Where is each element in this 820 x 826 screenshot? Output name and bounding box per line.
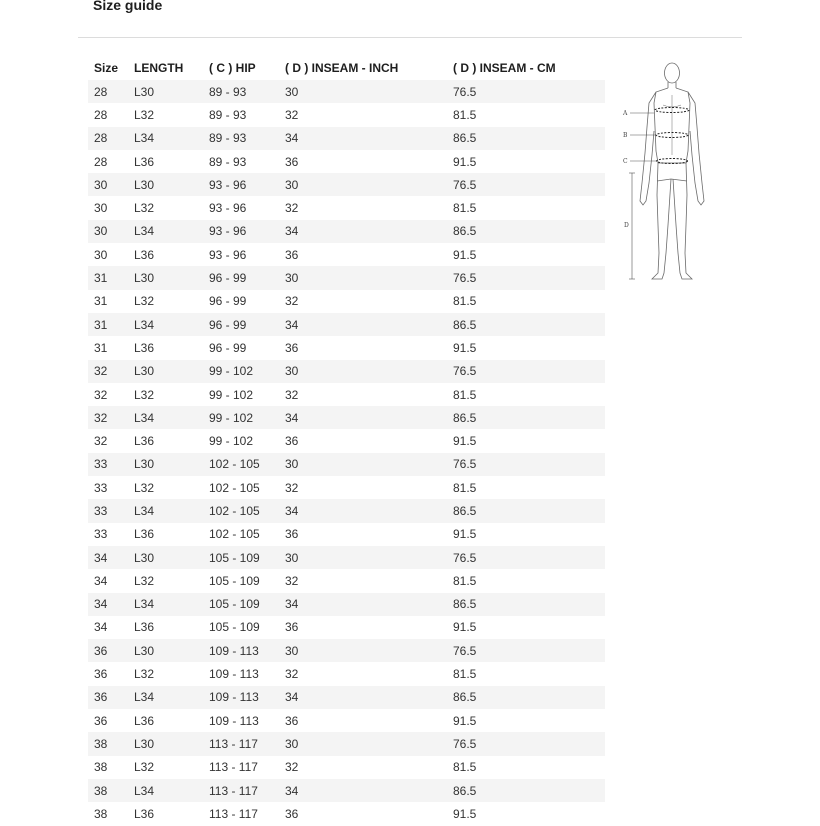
label-a: A xyxy=(623,110,628,117)
cell-inseam-cm: 76.5 xyxy=(447,80,605,103)
cell-size: 32 xyxy=(88,360,128,383)
cell-size: 33 xyxy=(94,527,108,542)
cell-hip: 99 - 102 xyxy=(209,387,254,402)
cell-hip: 113 - 117 xyxy=(203,779,279,802)
cell-inseam-cm: 91.5 xyxy=(453,527,477,542)
cell-inseam-cm: 76.5 xyxy=(447,732,605,755)
cell-length: L30 xyxy=(128,732,203,755)
cell-length: L36 xyxy=(134,806,155,821)
table-row xyxy=(88,802,605,825)
cell-inseam-inch: 36 xyxy=(285,806,299,821)
cell-hip: 109 - 113 xyxy=(209,713,259,728)
cell-inseam-cm: 91.5 xyxy=(453,247,477,262)
cell-inseam-inch: 32 xyxy=(285,480,299,495)
cell-length: L34 xyxy=(128,406,203,429)
table-row xyxy=(88,383,605,406)
header-inseam-inch: ( D ) INSEAM - INCH xyxy=(285,61,399,75)
cell-length: L34 xyxy=(128,593,203,616)
cell-hip: 102 - 105 xyxy=(209,480,260,495)
cell-inseam-cm: 91.5 xyxy=(453,154,477,169)
figure-head xyxy=(665,63,680,83)
cell-hip: 93 - 96 xyxy=(203,220,279,243)
cell-length: L32 xyxy=(134,480,155,495)
cell-size: 30 xyxy=(88,220,128,243)
cell-inseam-inch: 30 xyxy=(279,266,447,289)
cell-hip: 93 - 96 xyxy=(209,201,247,216)
cell-inseam-inch: 34 xyxy=(279,686,447,709)
cell-length: L30 xyxy=(128,546,203,569)
cell-inseam-cm: 76.5 xyxy=(447,453,605,476)
cell-size: 30 xyxy=(94,201,108,216)
cell-length: L34 xyxy=(128,686,203,709)
cell-inseam-inch: 30 xyxy=(279,173,447,196)
cell-hip: 93 - 96 xyxy=(203,173,279,196)
cell-size: 31 xyxy=(88,313,128,336)
cell-hip: 105 - 109 xyxy=(209,573,260,588)
cell-size: 38 xyxy=(94,760,108,775)
cell-hip: 89 - 93 xyxy=(209,154,247,169)
cell-length: L36 xyxy=(134,713,155,728)
table-row xyxy=(88,686,605,709)
cell-inseam-inch: 30 xyxy=(279,639,447,662)
cell-inseam-inch: 32 xyxy=(285,760,299,775)
cell-inseam-cm: 86.5 xyxy=(447,313,605,336)
cell-inseam-cm: 81.5 xyxy=(453,480,477,495)
cell-length: L34 xyxy=(128,313,203,336)
cell-length: L32 xyxy=(134,107,155,122)
table-row xyxy=(88,173,605,196)
cell-hip: 96 - 99 xyxy=(209,340,247,355)
cell-hip: 105 - 109 xyxy=(209,620,260,635)
cell-length: L30 xyxy=(128,453,203,476)
table-row xyxy=(88,662,605,685)
table-row xyxy=(88,732,605,755)
table-row xyxy=(88,290,605,313)
cell-inseam-inch: 30 xyxy=(279,546,447,569)
cell-inseam-inch: 36 xyxy=(285,247,299,262)
cell-size: 38 xyxy=(88,732,128,755)
figure-right-arm xyxy=(688,92,704,205)
table-body xyxy=(88,80,605,826)
cell-inseam-inch: 30 xyxy=(279,360,447,383)
cell-length: L30 xyxy=(128,173,203,196)
cell-length: L34 xyxy=(128,127,203,150)
cell-inseam-inch: 30 xyxy=(279,732,447,755)
table-row xyxy=(88,756,605,779)
page-title: Size guide xyxy=(93,0,163,13)
cell-inseam-cm: 81.5 xyxy=(453,294,477,309)
table-row xyxy=(88,406,605,429)
figure-left-arm xyxy=(640,92,656,205)
cell-inseam-cm: 91.5 xyxy=(453,620,477,635)
cell-inseam-inch: 32 xyxy=(285,667,299,682)
cell-hip: 99 - 102 xyxy=(203,360,279,383)
cell-length: L32 xyxy=(134,667,155,682)
cell-inseam-inch: 36 xyxy=(285,527,299,542)
table-row xyxy=(88,80,605,103)
header-size: Size xyxy=(94,61,119,75)
cell-size: 32 xyxy=(94,434,108,449)
cell-hip: 113 - 117 xyxy=(209,760,258,775)
header-inseam-cm: ( D ) INSEAM - CM xyxy=(453,61,556,75)
table-row xyxy=(88,243,605,266)
cell-inseam-inch: 30 xyxy=(279,453,447,476)
cell-length: L32 xyxy=(134,760,155,775)
cell-length: L34 xyxy=(128,220,203,243)
cell-inseam-cm: 91.5 xyxy=(453,340,477,355)
table-row xyxy=(88,220,605,243)
title-divider xyxy=(78,37,742,38)
cell-inseam-cm: 76.5 xyxy=(447,546,605,569)
cell-length: L36 xyxy=(134,434,155,449)
cell-inseam-inch: 34 xyxy=(279,593,447,616)
table-row xyxy=(88,616,605,639)
cell-size: 33 xyxy=(88,453,128,476)
cell-size: 38 xyxy=(88,779,128,802)
table-row xyxy=(88,476,605,499)
table-header-row xyxy=(88,56,605,80)
table-row xyxy=(88,523,605,546)
cell-size: 34 xyxy=(94,620,108,635)
cell-inseam-inch: 36 xyxy=(285,713,299,728)
table-row xyxy=(88,360,605,383)
cell-inseam-inch: 32 xyxy=(285,107,299,122)
cell-size: 32 xyxy=(88,406,128,429)
table-row xyxy=(88,499,605,522)
cell-inseam-cm: 76.5 xyxy=(447,173,605,196)
cell-hip: 105 - 109 xyxy=(203,593,279,616)
cell-hip: 109 - 113 xyxy=(203,686,279,709)
cell-hip: 99 - 102 xyxy=(209,434,254,449)
cell-size: 28 xyxy=(88,80,128,103)
table-row xyxy=(88,569,605,592)
cell-hip: 96 - 99 xyxy=(203,313,279,336)
cell-size: 31 xyxy=(94,340,108,355)
cell-size: 28 xyxy=(88,127,128,150)
cell-size: 31 xyxy=(88,266,128,289)
cell-inseam-inch: 30 xyxy=(279,80,447,103)
cell-hip: 93 - 96 xyxy=(209,247,247,262)
cell-hip: 89 - 93 xyxy=(203,80,279,103)
cell-inseam-cm: 81.5 xyxy=(453,107,477,122)
cell-length: L32 xyxy=(134,201,155,216)
cell-inseam-inch: 32 xyxy=(285,573,299,588)
label-b: B xyxy=(623,132,628,139)
cell-length: L36 xyxy=(134,620,155,635)
cell-hip: 113 - 117 xyxy=(203,732,279,755)
cell-size: 30 xyxy=(88,173,128,196)
figure-torso-detail xyxy=(663,95,681,155)
cell-hip: 113 - 117 xyxy=(209,806,258,821)
cell-size: 36 xyxy=(94,667,108,682)
cell-length: L30 xyxy=(128,360,203,383)
cell-inseam-cm: 86.5 xyxy=(447,127,605,150)
cell-size: 32 xyxy=(94,387,108,402)
table-row xyxy=(88,593,605,616)
cell-length: L36 xyxy=(134,247,155,262)
cell-inseam-inch: 34 xyxy=(279,406,447,429)
cell-size: 31 xyxy=(94,294,108,309)
cell-inseam-inch: 34 xyxy=(279,313,447,336)
table-row xyxy=(88,709,605,732)
cell-inseam-cm: 81.5 xyxy=(453,201,477,216)
cell-inseam-inch: 36 xyxy=(285,154,299,169)
table-row xyxy=(88,127,605,150)
cell-hip: 105 - 109 xyxy=(203,546,279,569)
cell-inseam-cm: 76.5 xyxy=(447,639,605,662)
cell-hip: 89 - 93 xyxy=(203,127,279,150)
cell-size: 34 xyxy=(88,593,128,616)
cell-inseam-cm: 86.5 xyxy=(447,406,605,429)
table-row xyxy=(88,196,605,219)
table-row xyxy=(88,639,605,662)
cell-size: 33 xyxy=(94,480,108,495)
cell-inseam-cm: 86.5 xyxy=(447,593,605,616)
cell-hip: 99 - 102 xyxy=(203,406,279,429)
cell-inseam-inch: 34 xyxy=(279,779,447,802)
cell-inseam-inch: 32 xyxy=(285,387,299,402)
cell-inseam-cm: 76.5 xyxy=(447,266,605,289)
cell-length: L32 xyxy=(134,573,155,588)
cell-inseam-cm: 86.5 xyxy=(447,220,605,243)
figure-shorts-hem xyxy=(657,179,687,181)
cell-inseam-cm: 81.5 xyxy=(453,387,477,402)
cell-hip: 96 - 99 xyxy=(209,294,247,309)
cell-hip: 102 - 105 xyxy=(203,453,279,476)
cell-size: 38 xyxy=(94,806,108,821)
cell-inseam-inch: 34 xyxy=(279,127,447,150)
table-row xyxy=(88,266,605,289)
cell-inseam-inch: 36 xyxy=(285,620,299,635)
cell-inseam-inch: 36 xyxy=(285,340,299,355)
cell-hip: 109 - 113 xyxy=(209,667,259,682)
cell-size: 36 xyxy=(94,713,108,728)
cell-inseam-inch: 36 xyxy=(285,434,299,449)
table-row xyxy=(88,336,605,359)
cell-size: 36 xyxy=(88,639,128,662)
table-row xyxy=(88,429,605,452)
cell-hip: 102 - 105 xyxy=(203,499,279,522)
cell-length: L32 xyxy=(134,387,155,402)
cell-inseam-inch: 32 xyxy=(285,294,299,309)
cell-length: L32 xyxy=(134,294,155,309)
table-row xyxy=(88,546,605,569)
cell-length: L34 xyxy=(128,779,203,802)
cell-size: 34 xyxy=(88,546,128,569)
cell-size: 30 xyxy=(94,247,108,262)
label-d: D xyxy=(624,222,629,229)
cell-length: L36 xyxy=(134,154,155,169)
measurement-figure xyxy=(618,55,718,290)
cell-inseam-cm: 86.5 xyxy=(447,686,605,709)
cell-size: 33 xyxy=(88,499,128,522)
table-row xyxy=(88,453,605,476)
cell-inseam-cm: 86.5 xyxy=(447,779,605,802)
cell-length: L34 xyxy=(128,499,203,522)
cell-inseam-cm: 81.5 xyxy=(453,573,477,588)
cell-hip: 89 - 93 xyxy=(209,107,247,122)
cell-size: 28 xyxy=(94,154,108,169)
table-row xyxy=(88,313,605,336)
cell-inseam-cm: 76.5 xyxy=(447,360,605,383)
cell-inseam-inch: 34 xyxy=(279,220,447,243)
cell-inseam-cm: 91.5 xyxy=(453,806,477,821)
cell-length: L30 xyxy=(128,639,203,662)
cell-hip: 109 - 113 xyxy=(203,639,279,662)
header-hip: ( C ) HIP xyxy=(209,61,256,75)
table-row xyxy=(88,103,605,126)
cell-size: 36 xyxy=(88,686,128,709)
cell-inseam-inch: 32 xyxy=(285,201,299,216)
table-row xyxy=(88,779,605,802)
cell-inseam-cm: 86.5 xyxy=(447,499,605,522)
cell-inseam-cm: 81.5 xyxy=(453,667,477,682)
cell-length: L30 xyxy=(128,80,203,103)
size-table xyxy=(88,56,605,826)
label-c: C xyxy=(623,158,628,165)
cell-inseam-cm: 91.5 xyxy=(453,434,477,449)
body-measurement-illustration xyxy=(618,55,718,290)
cell-inseam-inch: 34 xyxy=(279,499,447,522)
cell-size: 34 xyxy=(94,573,108,588)
header-length: LENGTH xyxy=(134,61,184,75)
cell-size: 28 xyxy=(94,107,108,122)
cell-length: L30 xyxy=(128,266,203,289)
cell-hip: 96 - 99 xyxy=(203,266,279,289)
table-row xyxy=(88,150,605,173)
cell-length: L36 xyxy=(134,340,155,355)
cell-length: L36 xyxy=(134,527,155,542)
cell-hip: 102 - 105 xyxy=(209,527,260,542)
cell-inseam-cm: 81.5 xyxy=(453,760,477,775)
cell-inseam-cm: 91.5 xyxy=(453,713,477,728)
